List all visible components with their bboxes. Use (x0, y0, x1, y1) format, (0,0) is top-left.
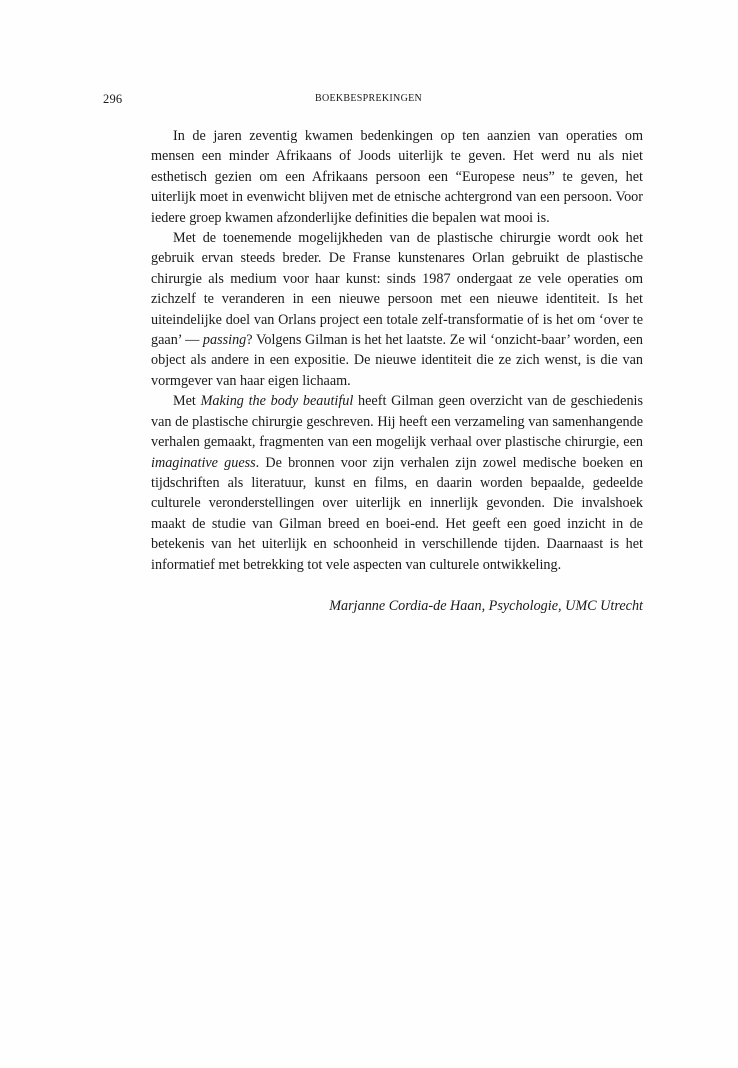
paragraph-2-text-end: ? Volgens Gilman is het het laatste. Ze wil ‘onzicht-baar’ worden, een object als andere in een expositie. De nieuwe identiteit die ze zich wenst, is die van vormgever van haar eigen lichaam. (151, 332, 643, 389)
paragraph-3-text-middle: heeft Gilman geen overzicht van de geschiedenis van de plastische chirurgie geschreven. Hij heeft een verzameling van samenhangende verhalen gemaakt, fragmenten van een mogelijk verhaal over plastische chirurgie, een (151, 393, 644, 451)
paragraph-1-text: In de jaren zeventig kwamen bedenkingen op ten aanzien van operaties om mensen een minder Afrikaans of Joods uiterlijk te geven. Het werd nu als niet esthetisch gezien om een Afrikaans persoon een “Europese neus” te geven, het uiterlijk moet in evenwicht blijven met de etnische achtergrond van een persoon. Voor iedere groep kwamen afzonderlijke definities die bepalen wat mooi is. (151, 128, 643, 226)
paragraph-3 (151, 391, 643, 575)
page-number: 296 (103, 92, 123, 106)
article-body (151, 126, 643, 575)
paragraph-3-text-start: Met (173, 393, 196, 410)
paragraph-1 (151, 126, 643, 228)
paragraph-2-text-start: Met de toenemende mogelijkheden van de plastische chirurgie wordt ook het gebruik ervan steeds breder. De Franse kunstenares Orlan gebruikt de plastische chirurgie als medium voor haar kunst: sinds 1987 ondergaat ze vele operaties om zichzelf te veranderen in een nieuwe persoon met een nieuwe identiteit. Is het uiteindelijke doel van Orlans project een totale zelf-transformatie of is het om ‘over te gaan’ — (151, 230, 643, 349)
running-title: BOEKBESPREKINGEN (315, 93, 423, 104)
running-head (103, 92, 643, 108)
paragraph-2 (151, 228, 643, 391)
book-title: Making the body beautiful (200, 393, 354, 410)
author-signature: Marjanne Cordia-de Haan, Psychologie, UMC Utrecht (329, 598, 643, 614)
paragraph-3-italic-term: imaginative guess (151, 454, 256, 471)
paragraph-3-text-end: . De bronnen voor zijn verhalen zijn zowel medische boeken en tijdschriften als literatuur, kunst en films, en daarin worden bepaalde, gedeelde culturele veronderstellingen over uiterlijk en innerlijk gevonden. Die invalshoek maakt de studie van Gilman breed en boei-end. Het geeft een goed inzicht in de betekenis van het uiterlijk en schoonheid in verschillende tijden. Daarnaast is het informatief met betrekking tot vele aspecten van culturele ontwikkeling. (151, 454, 643, 573)
paragraph-2-italic-term: passing (202, 332, 247, 349)
